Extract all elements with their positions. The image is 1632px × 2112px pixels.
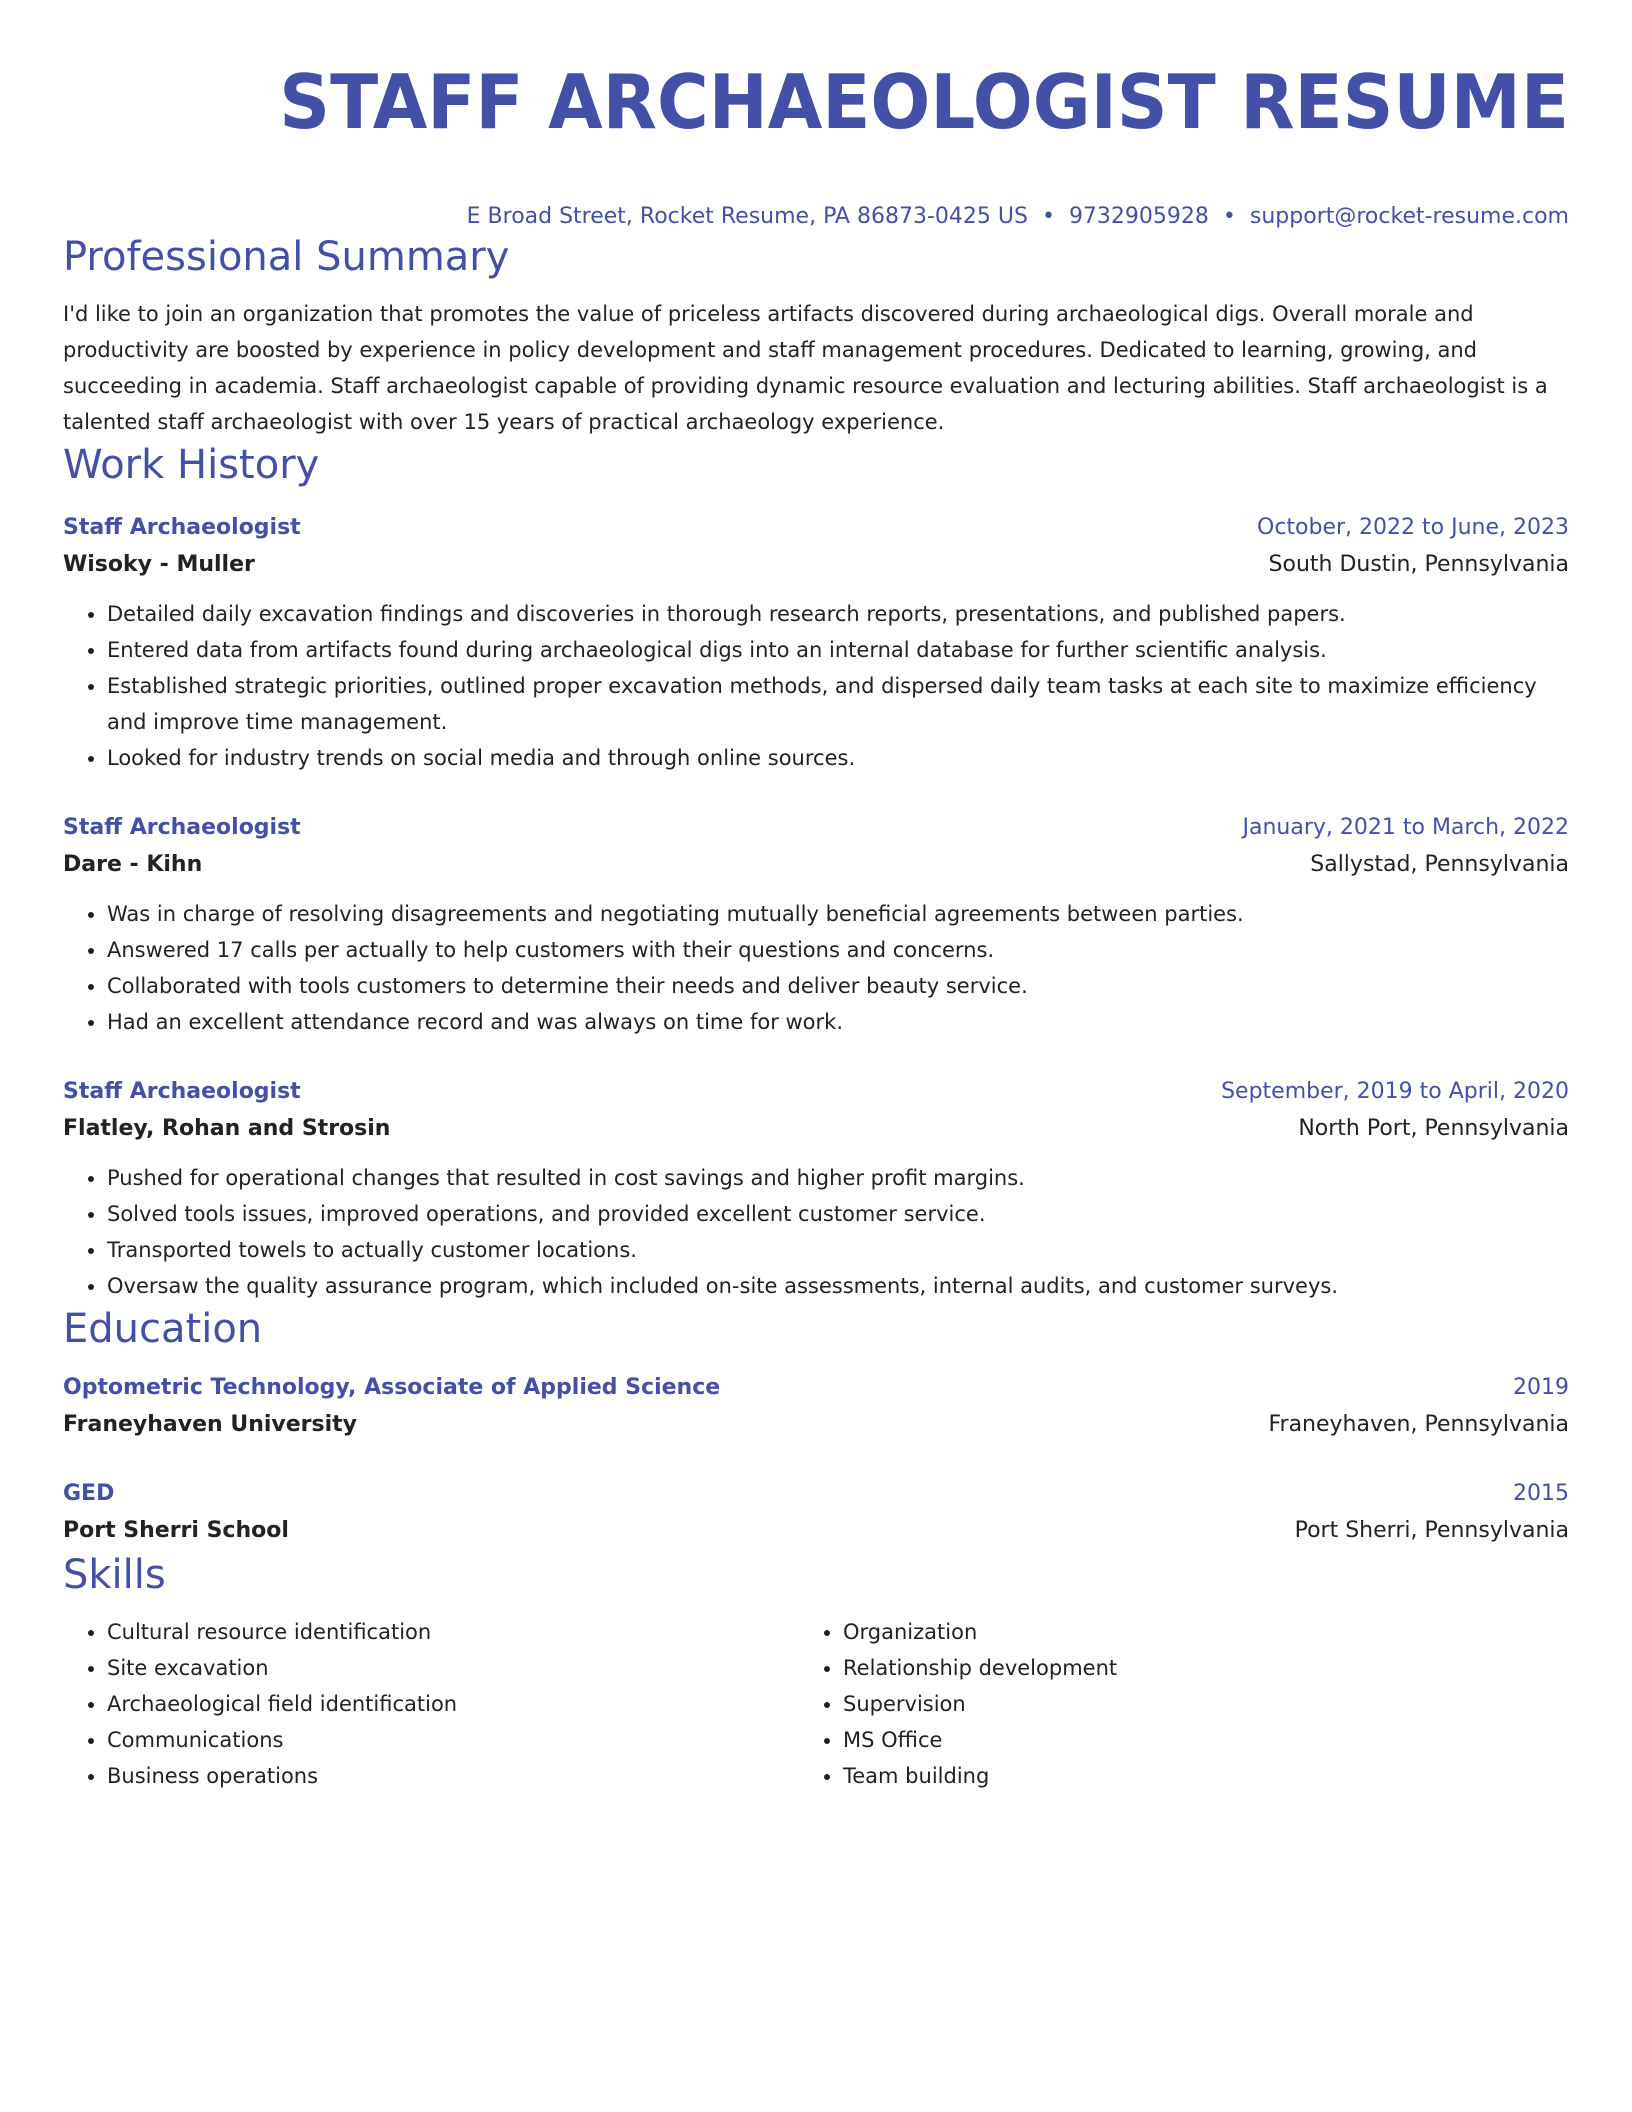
job-bullets <box>63 896 1569 1040</box>
job-entry <box>63 1074 1569 1304</box>
education-year: 2019 <box>1513 1375 1569 1400</box>
job-bullet: • Established strategic priorities, outlined proper excavation methods, and dispersed daily team tasks at each site to maximize efficiency and improve time management. <box>107 668 1569 740</box>
education-school: Franeyhaven University <box>63 1412 358 1437</box>
job-location: South Dustin, Pennsylvania <box>1268 552 1569 577</box>
skills-column-left <box>63 1614 753 1794</box>
job-entry <box>63 810 1569 1040</box>
education-school: Port Sherri School <box>63 1518 289 1543</box>
skill-item: • Communications <box>107 1722 753 1758</box>
job-bullet: • Solved tools issues, improved operations, and provided excellent customer service. <box>107 1196 1569 1232</box>
contact-line <box>63 202 1569 232</box>
skills-heading: Skills <box>63 1552 166 1598</box>
job-role: Staff Archaeologist <box>63 515 301 540</box>
job-bullets <box>63 1160 1569 1304</box>
job-bullet: • Transported towels to actually customer locations. <box>107 1232 1569 1268</box>
skill-item: • Business operations <box>107 1758 753 1794</box>
job-company: Wisoky - Muller <box>63 552 255 577</box>
education-entry <box>63 1370 1569 1444</box>
education-location: Franeyhaven, Pennsylvania <box>1268 1412 1569 1437</box>
contact-phone: 9732905928 <box>1068 204 1209 229</box>
summary-heading: Professional Summary <box>63 234 510 280</box>
resume-header <box>63 52 1569 232</box>
job-bullet: • Detailed daily excavation findings and discoveries in thorough research reports, presentations, and published papers. <box>107 596 1569 632</box>
skill-item: • Organization <box>843 1614 1499 1650</box>
skill-item: • Cultural resource identification <box>107 1614 753 1650</box>
contact-email: support@rocket-resume.com <box>1249 204 1569 229</box>
job-company: Dare - Kihn <box>63 852 203 877</box>
skills-column-right <box>799 1614 1499 1794</box>
skill-item: • Relationship development <box>843 1650 1499 1686</box>
separator-dot: • <box>1041 204 1055 229</box>
job-bullet: • Looked for industry trends on social media and through online sources. <box>107 740 1569 776</box>
job-entry <box>63 510 1569 776</box>
education-heading: Education <box>63 1306 263 1352</box>
skill-item: • Site excavation <box>107 1650 753 1686</box>
job-bullet: • Oversaw the quality assurance program, which included on-site assessments, internal audits, and customer surveys. <box>107 1268 1569 1304</box>
job-dates: January, 2021 to March, 2022 <box>1242 815 1569 840</box>
summary-text: I'd like to join an organization that promotes the value of priceless artifacts discovered during archaeological digs. Overall morale and productivity are boosted by experience in policy development and staff management procedures. Dedicated to learning, growing, and succeeding in academia. Staff archaeologist capable of providing dynamic resource evaluation and lecturing abilities. Staff archaeologist is a talented staff archaeologist with over 15 years of practical archaeology experience. <box>63 302 1548 434</box>
job-location: Sallystad, Pennsylvania <box>1310 852 1569 877</box>
job-location: North Port, Pennsylvania <box>1298 1116 1569 1141</box>
job-bullet: • Was in charge of resolving disagreements and negotiating mutually beneficial agreements between parties. <box>107 896 1569 932</box>
job-bullet: • Answered 17 calls per actually to help customers with their questions and concerns. <box>107 932 1569 968</box>
job-bullets <box>63 596 1569 776</box>
resume-title: STAFF ARCHAEOLOGIST RESUME <box>279 58 1569 146</box>
job-role: Staff Archaeologist <box>63 815 301 840</box>
separator-dot: • <box>1222 204 1236 229</box>
job-bullet: • Pushed for operational changes that resulted in cost savings and higher profit margins. <box>107 1160 1569 1196</box>
skill-item: • Supervision <box>843 1686 1499 1722</box>
skill-item: • Archaeological field identification <box>107 1686 753 1722</box>
education-entry <box>63 1476 1569 1550</box>
education-degree: GED <box>63 1481 115 1506</box>
skill-item: • Team building <box>843 1758 1499 1794</box>
skills-list <box>63 1614 1569 1794</box>
job-dates: October, 2022 to June, 2023 <box>1257 515 1569 540</box>
job-bullet: • Entered data from artifacts found during archaeological digs into an internal database for further scientific analysis. <box>107 632 1569 668</box>
job-role: Staff Archaeologist <box>63 1079 301 1104</box>
education-location: Port Sherri, Pennsylvania <box>1294 1518 1569 1543</box>
work-history-heading: Work History <box>63 442 320 488</box>
job-bullet: • Collaborated with tools customers to determine their needs and deliver beauty service. <box>107 968 1569 1004</box>
job-company: Flatley, Rohan and Strosin <box>63 1116 391 1141</box>
education-degree: Optometric Technology, Associate of Applied Science <box>63 1375 721 1400</box>
job-dates: September, 2019 to April, 2020 <box>1221 1079 1569 1104</box>
job-bullet: • Had an excellent attendance record and was always on time for work. <box>107 1004 1569 1040</box>
contact-address: E Broad Street, Rocket Resume, PA 86873-0425 US <box>466 204 1028 229</box>
skill-item: • MS Office <box>843 1722 1499 1758</box>
education-year: 2015 <box>1513 1481 1569 1506</box>
